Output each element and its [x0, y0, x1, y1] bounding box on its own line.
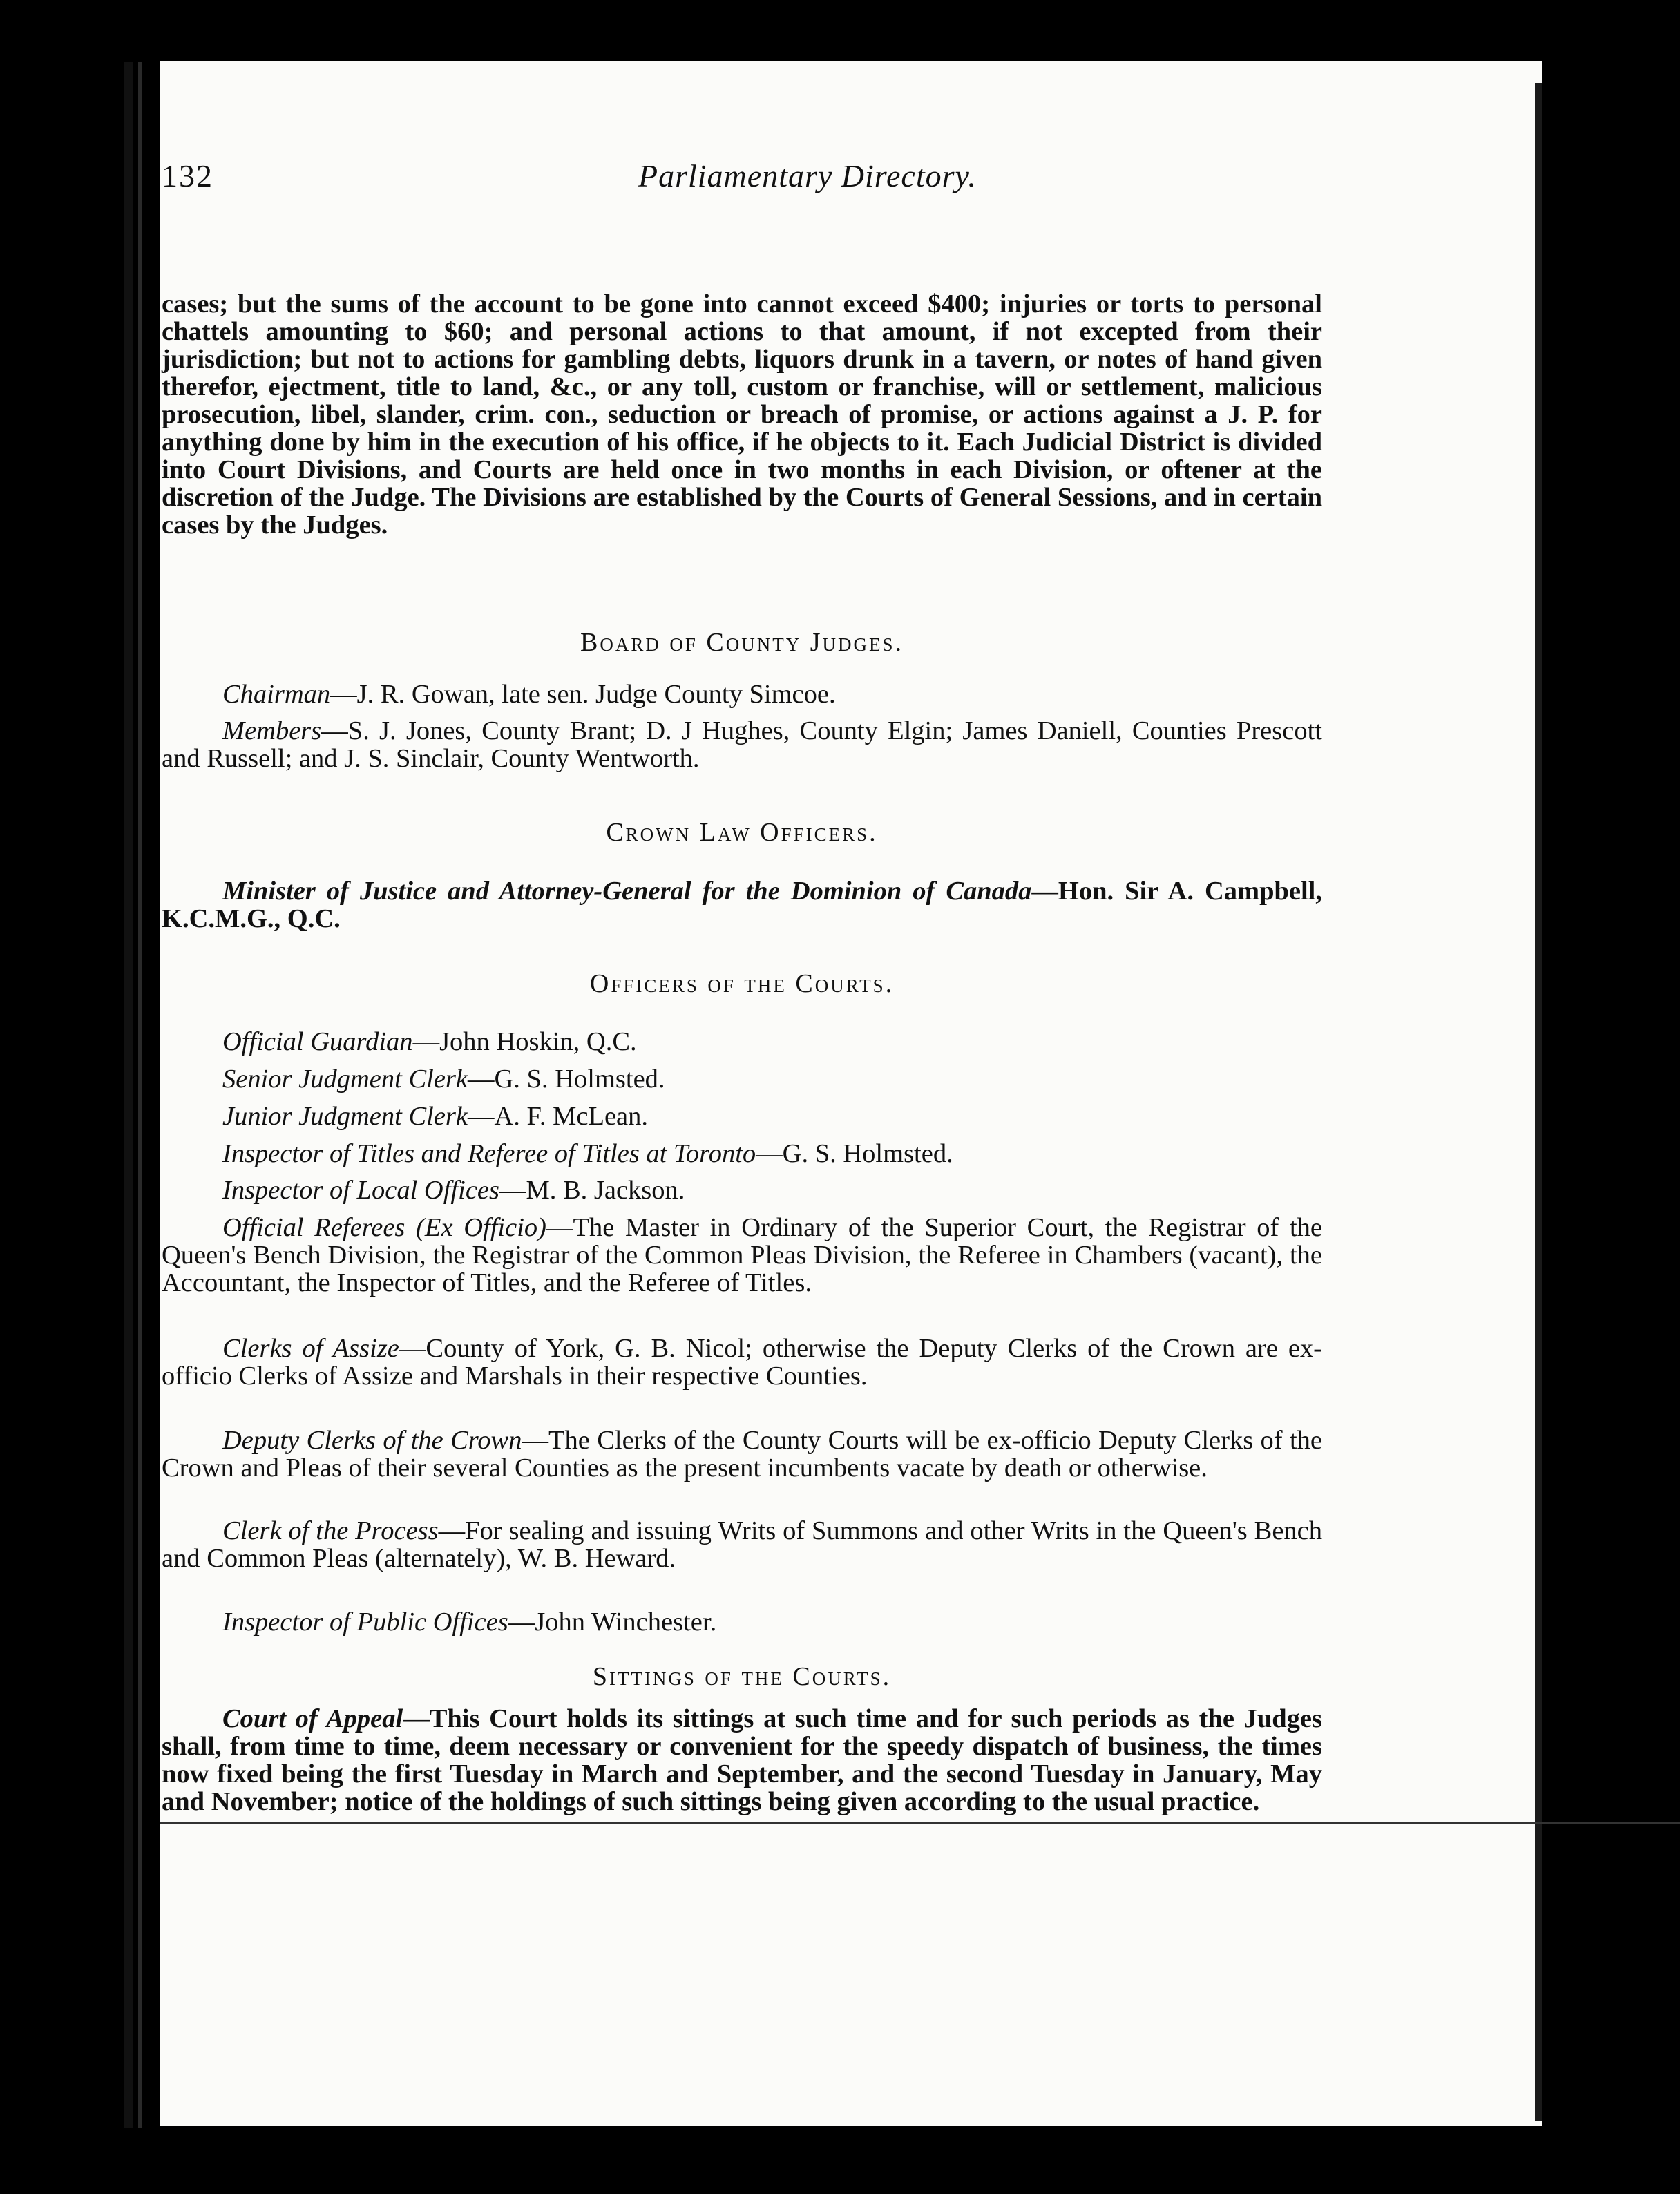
- intro-paragraph: cases; but the sums of the account to be gone into cannot exceed $400; injuries or torts to personal chattels amounting to $60; and personal actions to that amount, if not excepted from their jurisdiction; but not to actions for gambling debts, liquors drunk in a tavern, or notes of hand given therefor, ejectment, title to land, &c., or any toll, custom or franchise, will or settlement, malicious prosecution, libel, slander, crim. con., seduction or breach of promise, or actions against a J. P. for anything done by him in the execution of his office, if he objects to it. Each Judicial District is divided into Court Divisions, and Courts are held once in two months in each Division, or oftener at the discretion of the Judge. The Divisions are established by the Courts of General Sessions, and in certain cases by the Judges.: [162, 289, 1322, 540]
- officer-entry: [162, 1065, 1322, 1093]
- section-heading-officers: Officers of the Courts.: [589, 969, 895, 998]
- members-label: Members: [222, 716, 322, 745]
- officer-text: —John Winchester.: [508, 1608, 717, 1637]
- minister-text: —Hon. Sir A. Campbell, K.C.M.G., Q.C.: [162, 877, 1322, 933]
- section-heading-crown: Crown Law Officers.: [606, 818, 878, 847]
- officer-label: Inspector of Public Offices: [222, 1608, 508, 1637]
- officer-entry: [162, 1028, 1322, 1056]
- page-edge-left-inner: [138, 62, 142, 2128]
- appeal-text: —This Court holds its sittings at such time and for such periods as the Judges shall, from time to time, deem necessary or convenient for the speedy dispatch of business, the times now fixed being the first Tuesday in March and September, and the second Tuesday in January, May and November; notice of the holdings of such sittings being given according to the usual practice.: [162, 1704, 1322, 1816]
- officer-text: —The Master in Ordinary of the Superior Court, the Registrar of the Queen's Bench Division, the Registrar of the Common Pleas Division, the Referee in Chambers (vacant), the Accountant, the Inspector of Titles, and the Referee of Titles.: [162, 1213, 1322, 1297]
- board-members: [162, 717, 1322, 772]
- page-edge-right: [1535, 83, 1542, 2121]
- officer-text: —A. F. McLean.: [467, 1102, 649, 1131]
- page-number: 132: [162, 158, 213, 193]
- page-edge-left: [124, 62, 133, 2128]
- officer-text: —For sealing and issuing Writs of Summons and other Writs in the Queen's Bench and Common Pleas (alternately), W. B. Heward.: [162, 1516, 1322, 1573]
- officer-label: Official Referees (Ex Officio): [222, 1213, 546, 1242]
- section-heading-sittings: Sittings of the Courts.: [592, 1662, 892, 1691]
- board-chairman: [162, 680, 1322, 708]
- chairman-label: Chairman: [222, 680, 331, 709]
- members-text: —S. J. Jones, County Brant; D. J Hughes, County Elgin; James Daniell, Counties Prescott and Russell; and J. S. Sinclair, County Wentworth.: [162, 716, 1322, 773]
- officer-text: —County of York, G. B. Nicol; otherwise the Deputy Clerks of the Crown are ex-officio Clerks of Assize and Marshals in their respective Counties.: [162, 1334, 1322, 1391]
- officer-text: —M. B. Jackson.: [499, 1176, 685, 1205]
- chairman-text: —J. R. Gowan, late sen. Judge County Simcoe.: [330, 680, 836, 709]
- officer-label: Clerks of Assize: [222, 1334, 399, 1363]
- officer-entry: [162, 1427, 1322, 1482]
- officer-entry: [162, 1103, 1322, 1130]
- section-heading-board: Board of County Judges.: [580, 628, 904, 657]
- officer-label: Official Guardian: [222, 1027, 413, 1056]
- officer-label: Senior Judgment Clerk: [222, 1065, 468, 1094]
- officer-entry: [162, 1335, 1322, 1390]
- officer-label: Inspector of Titles and Referee of Titles at Toronto: [222, 1139, 756, 1168]
- running-title: Parliamentary Directory.: [638, 158, 977, 193]
- officer-label: Junior Judgment Clerk: [222, 1102, 468, 1131]
- officer-label: Clerk of the Process: [222, 1516, 439, 1545]
- officer-entry: [162, 1140, 1322, 1167]
- crown-minister: [162, 877, 1322, 933]
- officer-entry: [162, 1608, 1322, 1636]
- appeal-label: Court of Appeal: [222, 1704, 403, 1733]
- officer-text: —G. S. Holmsted.: [756, 1139, 953, 1168]
- minister-label: Minister of Justice and Attorney-General for the Dominion of Canada: [222, 877, 1032, 906]
- officer-entry: [162, 1176, 1322, 1204]
- officer-entry: [162, 1214, 1322, 1297]
- officer-text: —G. S. Holmsted.: [467, 1065, 665, 1094]
- court-of-appeal: [162, 1705, 1322, 1815]
- officer-label: Inspector of Local Offices: [222, 1176, 499, 1205]
- officer-label: Deputy Clerks of the Crown: [222, 1426, 522, 1455]
- officer-text: —The Clerks of the County Courts will be ex-officio Deputy Clerks of the Crown and Pleas of their several Counties as the present incumbents vacate by death or otherwise.: [162, 1426, 1323, 1482]
- officer-text: —John Hoskin, Q.C.: [412, 1027, 637, 1056]
- scan-artifact-line: [160, 1822, 1680, 1824]
- officer-entry: [162, 1517, 1322, 1572]
